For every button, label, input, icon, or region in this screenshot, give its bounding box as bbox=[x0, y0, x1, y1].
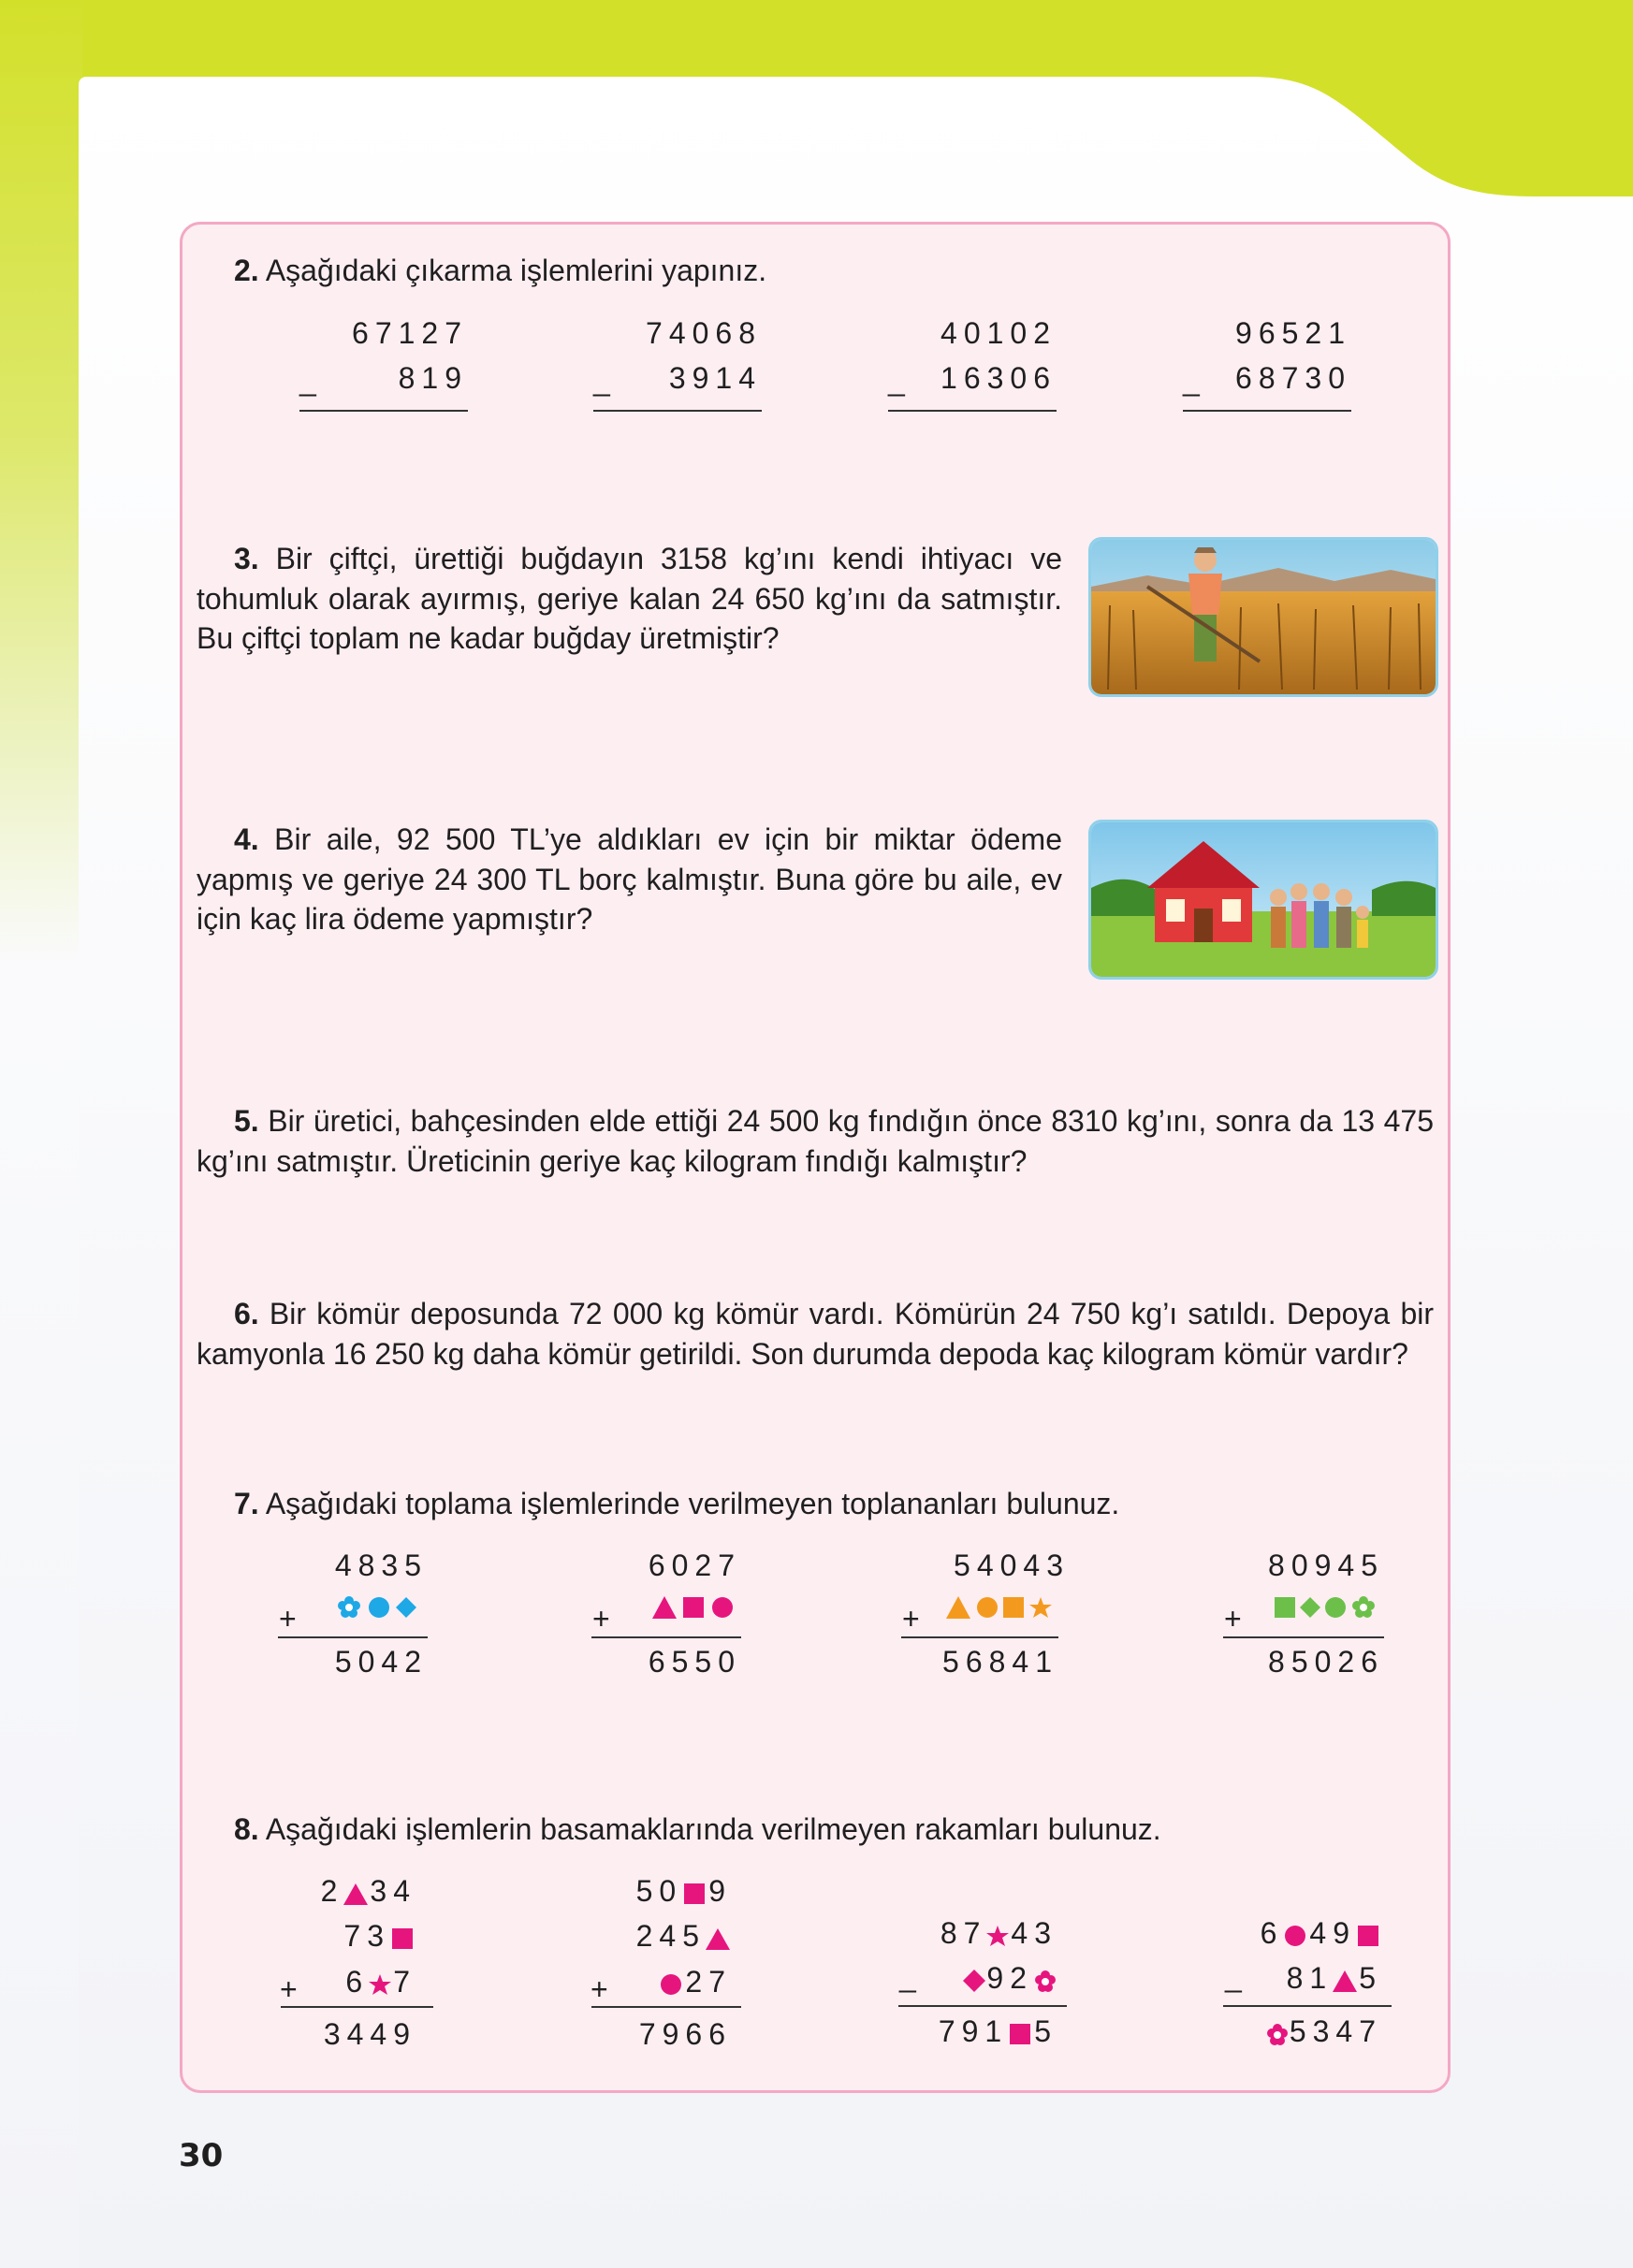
q8-heading: 8. Aşağıdaki işlemlerin basamaklarında verilmeyen rakamları bulunuz. bbox=[234, 1812, 1161, 1846]
q6-text: 6. Bir kömür deposunda 72 000 kg kömür vardı. Kömürün 24 750 kg’ı satıldı. Depoya bir kamyonla 16 250 kg daha kömür getirildi. Son durumda depoda kaç kilogram kömür vardır? bbox=[197, 1297, 1435, 1371]
flower-icon bbox=[1265, 2022, 1290, 2046]
q7-2-symbols bbox=[651, 1593, 737, 1626]
circle-icon bbox=[659, 1972, 685, 1997]
diamond-icon bbox=[1300, 1597, 1320, 1618]
q2-heading: 2. Aşağıdaki çıkarma işlemlerini yapınız. bbox=[234, 254, 767, 287]
q7-1-symbols bbox=[337, 1593, 421, 1626]
triangle-icon bbox=[946, 1596, 970, 1619]
square-icon bbox=[682, 1882, 708, 1906]
circle-icon bbox=[369, 1597, 389, 1618]
q3-text: 3. Bir çiftçi, ürettiği buğdayın 3158 kg’ını kendi ihtiyacı ve tohumluk olarak ayırmış, geriye kalan 24 650 kg’ını da satmıştır. Bu çiftçi toplam ne kadar buğday üretmiştir? bbox=[197, 542, 1063, 655]
square-icon bbox=[390, 1926, 416, 1951]
circle-icon bbox=[977, 1597, 998, 1618]
circle-icon bbox=[1283, 1924, 1309, 1948]
square-icon bbox=[1275, 1597, 1295, 1618]
triangle-icon bbox=[652, 1596, 677, 1619]
farmer-wheat-field-image bbox=[1088, 537, 1438, 697]
square-icon bbox=[1008, 2022, 1034, 2046]
diamond-icon bbox=[396, 1597, 416, 1618]
family-house-image bbox=[1088, 820, 1438, 980]
flower-icon bbox=[338, 1596, 360, 1618]
square-icon bbox=[1356, 1924, 1382, 1948]
q7-heading: 7. Aşağıdaki toplama işlemlerinde verilmeyen toplananları bulunuz. bbox=[234, 1487, 1120, 1520]
circle-icon bbox=[1325, 1597, 1346, 1618]
flower-icon bbox=[1033, 1969, 1057, 1993]
q5-text: 5. Bir üretici, bahçesinden elde ettiği 24 500 kg fındığın önce 8310 kg’ını, sonra da 13 475 kg’ını satmıştır. Üreticinin geriye kaç kilogram fındığı kalmıştır? bbox=[197, 1104, 1435, 1178]
q7-3-symbols bbox=[945, 1593, 1054, 1626]
left-lime-gradient bbox=[0, 0, 82, 964]
square-icon bbox=[1003, 1597, 1024, 1618]
page-number: 30 bbox=[179, 2137, 224, 2174]
star-icon bbox=[986, 1924, 1011, 1948]
triangle-icon bbox=[706, 1926, 732, 1951]
square-icon bbox=[683, 1597, 704, 1618]
star-icon bbox=[1029, 1597, 1052, 1618]
flower-icon bbox=[1352, 1596, 1375, 1618]
circle-icon bbox=[712, 1597, 733, 1618]
triangle-icon bbox=[343, 1882, 370, 1906]
q7-4-symbols bbox=[1273, 1593, 1378, 1626]
triangle-icon bbox=[1333, 1969, 1359, 1993]
q4-text: 4. Bir aile, 92 500 TL’ye aldıkları ev için bir miktar ödeme yapmış ve geriye 24 300 TL borç kalmıştır. Buna göre bu aile, ev için kaç lira ödeme yapmıştır? bbox=[197, 822, 1063, 936]
diamond-icon bbox=[962, 1969, 986, 1993]
page-corner-curve bbox=[1198, 73, 1633, 204]
star-icon bbox=[369, 1972, 393, 1997]
